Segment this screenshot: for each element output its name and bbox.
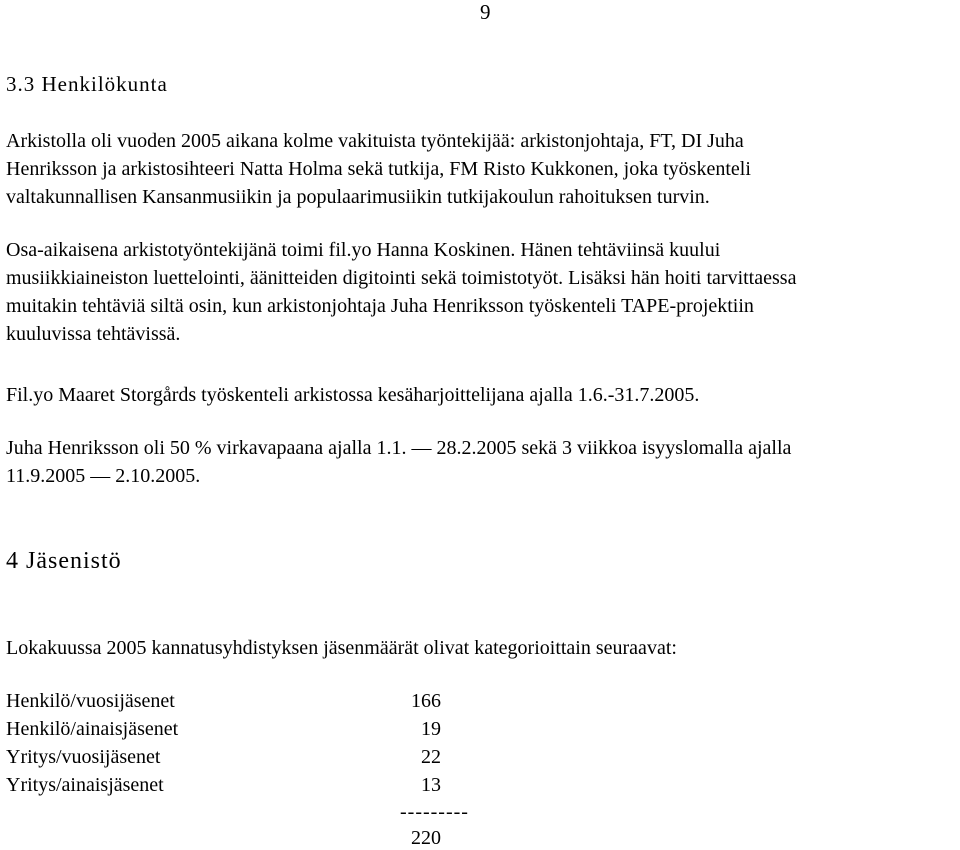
membership-table <box>6 687 506 799</box>
section-heading-henkilokunta: 3.3 Henkilökunta <box>6 72 168 96</box>
sum-separator-line: --------- <box>400 801 469 823</box>
membership-category: Yritys/ainaisjäsenet <box>6 774 164 796</box>
text-line: Lokakuussa 2005 kannatusyhdistyksen jäsenmäärät olivat kategorioittain seuraavat: <box>6 637 677 659</box>
text-line: Juha Henriksson oli 50 % virkavapaana ajalla 1.1. — 28.2.2005 sekä 3 viikkoa isyyslomalla ajalla <box>6 437 792 459</box>
paragraph-part-time <box>6 236 958 348</box>
membership-category: Yritys/vuosijäsenet <box>6 746 161 768</box>
membership-count: 13 <box>421 774 441 796</box>
text-line: Fil.yo Maaret Storgårds työskenteli arkistossa kesäharjoittelijana ajalla 1.6.-31.7.2005. <box>6 384 700 406</box>
paragraph-staff <box>6 127 958 211</box>
membership-row <box>6 771 506 799</box>
paragraph-leave <box>6 434 958 490</box>
text-line: valtakunnallisen Kansanmusiikin ja populaarimusiikin tutkijakoulun rahoituksen turvin. <box>6 186 710 208</box>
main-heading-jasenisto: 4 Jäsenistö <box>6 548 122 574</box>
membership-row <box>6 715 506 743</box>
membership-row <box>6 743 506 771</box>
membership-category: Henkilö/ainaisjäsenet <box>6 718 179 740</box>
text-line: Osa-aikaisena arkistotyöntekijänä toimi fil.yo Hanna Koskinen. Hänen tehtäviinsä kuului <box>6 239 721 261</box>
membership-row <box>6 687 506 715</box>
text-line: Henriksson ja arkistosihteeri Natta Holma sekä tutkija, FM Risto Kukkonen, joka työskenteli <box>6 158 751 180</box>
membership-count: 166 <box>411 690 441 712</box>
text-line: 11.9.2005 — 2.10.2005. <box>6 465 201 487</box>
text-line: musiikkiaineiston luettelointi, äänitteiden digitointi sekä toimistotyöt. Lisäksi hän hoiti tarvittaessa <box>6 267 797 289</box>
membership-count: 19 <box>421 718 441 740</box>
membership-count: 22 <box>421 746 441 768</box>
paragraph-membership-intro <box>6 634 958 662</box>
text-line: kuuluvissa tehtävissä. <box>6 323 181 345</box>
membership-total: 220 <box>411 827 441 849</box>
membership-category: Henkilö/vuosijäsenet <box>6 690 175 712</box>
page-number: 9 <box>480 0 491 24</box>
text-line: Arkistolla oli vuoden 2005 aikana kolme vakituista työntekijää: arkistonjohtaja, FT, DI Juha <box>6 130 744 152</box>
paragraph-summer-trainee <box>6 381 958 409</box>
text-line: muitakin tehtäviä siltä osin, kun arkistonjohtaja Juha Henriksson työskenteli TAPE-projektiin <box>6 295 754 317</box>
